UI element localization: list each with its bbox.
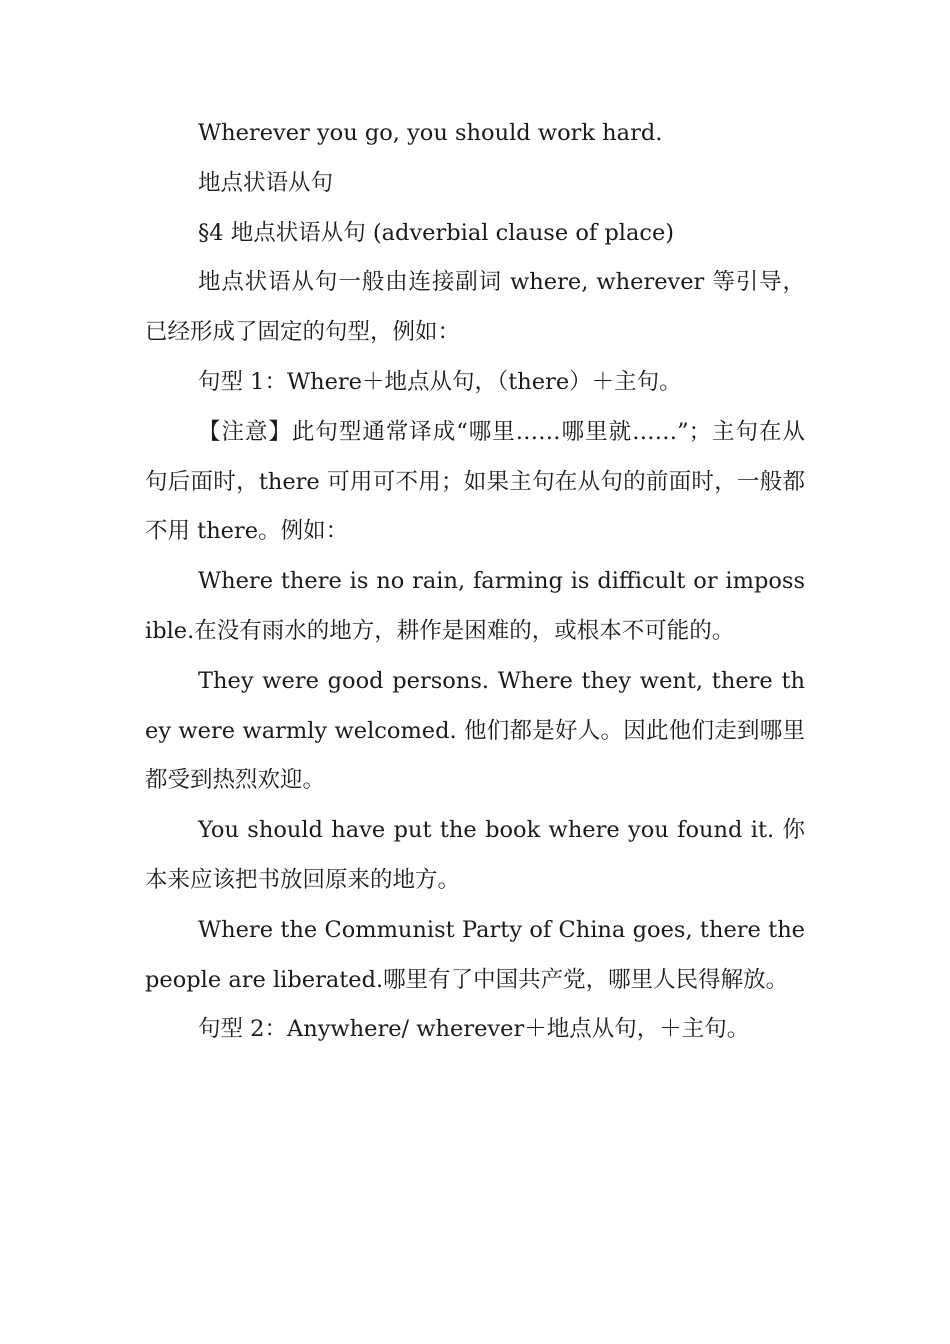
example-communist-party: Where the Communist Party of China goes, there the people are liberated.哪里有了中国共产党，哪里人民得解放。 xyxy=(145,916,805,993)
document-body xyxy=(145,109,805,1055)
pattern-1-heading: 句型 1：Where＋地点从句，（there）＋主句。 xyxy=(198,368,682,395)
pattern-2-heading: 句型 2：Anywhere/ wherever＋地点从句，＋主句。 xyxy=(198,1016,750,1043)
paragraph-heading-adverbial-place: 地点状语从句 xyxy=(198,169,334,196)
paragraph-note: 【注意】此句型通常译成“哪里……哪里就……”；主句在从句后面时，there 可用可不用；如果主句在从句的前面时，一般都不用 there。例如： xyxy=(145,418,805,545)
example-good-persons: They were good persons. Where they went, there they were warmly welcomed. 他们都是好人。因此他们走到哪里都受到热烈欢迎。 xyxy=(145,667,805,794)
example-rain: Where there is no rain, farming is difficult or impossible.在没有雨水的地方，耕作是困难的，或根本不可能的。 xyxy=(145,568,805,644)
example-book: You should have put the book where you found it. 你本来应该把书放回原来的地方。 xyxy=(145,817,805,893)
section-title-place-clause: §4 地点状语从句 (adverbial clause of place) xyxy=(198,219,675,246)
paragraph-example-wherever: Wherever you go, you should work hard. xyxy=(198,120,663,146)
paragraph-intro: 地点状语从句一般由连接副词 where, wherever 等引导，已经形成了固定的句型，例如： xyxy=(145,269,805,346)
